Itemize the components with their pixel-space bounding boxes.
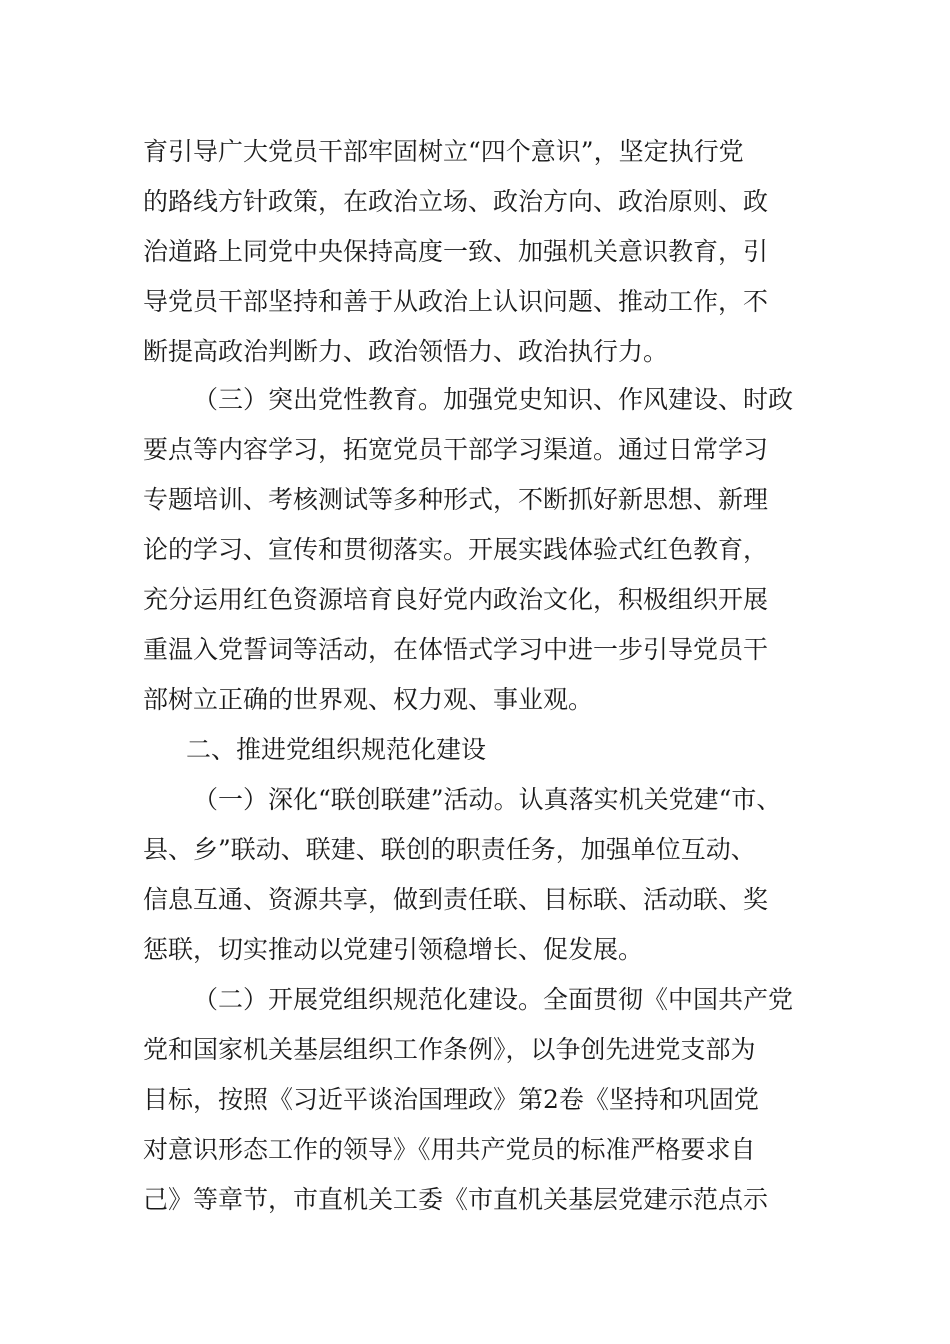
section-heading: 二、推进党组织规范化建设 [186,735,487,764]
text-line: 要点等内容学习，拓宽党员干部学习渠道。通过日常学习 [143,435,769,464]
text-line: 己》等章节，市直机关工委《市直机关基层党建示范点示 [143,1185,769,1214]
paragraph-heading-line: （二）开展党组织规范化建设。全面贯彻《中国共产党 [193,985,794,1014]
text-line: 县、乡”联动、联建、联创的职责任务，加强单位互动、 [143,835,756,864]
text-line: 断提高政治判断力、政治领悟力、政治执行力。 [143,337,669,366]
text-line: 对意识形态工作的领导》《用共产党员的标准严格要求自 [143,1135,756,1164]
text-line: 的路线方针政策，在政治立场、政治方向、政治原则、政 [143,187,769,216]
text-line: 重温入党誓词等活动，在体悟式学习中进一步引导党员干 [143,635,769,664]
text-line: 目标，按照《习近平谈治国理政》第2卷《坚持和巩固党 [143,1085,759,1114]
paragraph-heading-line: （一）深化“联创联建”活动。认真落实机关党建“市、 [193,785,782,814]
text-line: 信息互通、资源共享，做到责任联、目标联、活动联、奖 [143,885,769,914]
text-line: 导党员干部坚持和善于从政治上认识问题、推动工作，不 [143,287,769,316]
text-line: 部树立正确的世界观、权力观、事业观。 [143,685,594,714]
text-line: 治道路上同党中央保持高度一致、加强机关意识教育，引 [143,237,769,266]
text-line: 论的学习、宣传和贯彻落实。开展实践体验式红色教育， [143,535,769,564]
paragraph-heading-line: （三）突出党性教育。加强党史知识、作风建设、时政 [193,385,794,414]
text-line: 惩联，切实推动以党建引领稳增长、促发展。 [143,935,644,964]
text-line: 党和国家机关基层组织工作条例》，以争创先进党支部为 [143,1035,756,1064]
text-line: 专题培训、考核测试等多种形式，不断抓好新思想、新理 [143,485,769,514]
text-line: 充分运用红色资源培育良好党内政治文化，积极组织开展 [143,585,769,614]
text-line: 育引导广大党员干部牢固树立“四个意识”，坚定执行党 [143,137,744,166]
